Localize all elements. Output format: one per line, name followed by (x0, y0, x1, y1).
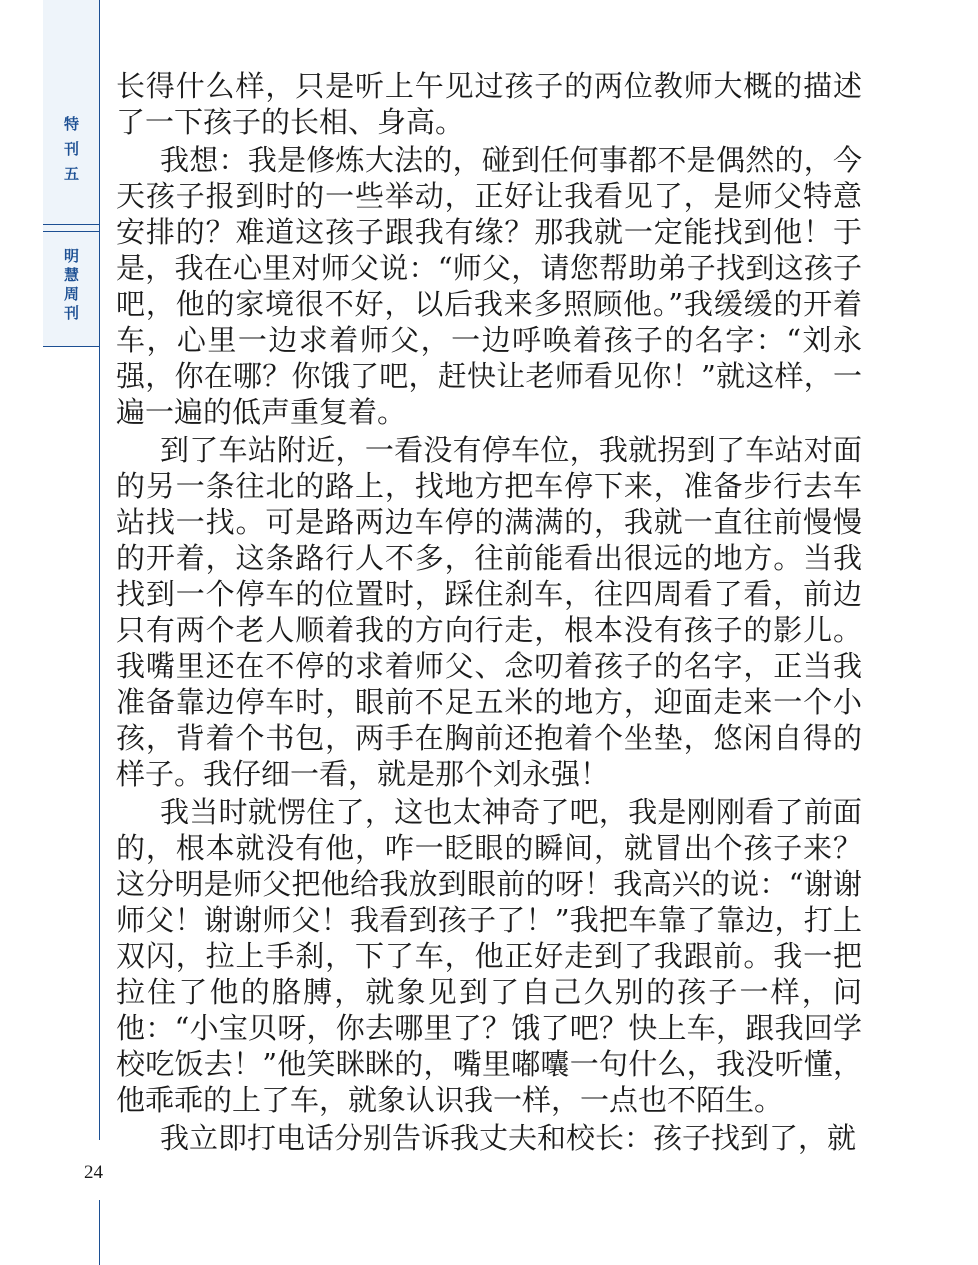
sidebar-divider (43, 224, 100, 225)
title-char: 明 (63, 247, 79, 265)
paragraph: 我立即打电话分别告诉我丈夫和校长：孩子找到了，就 (160, 1121, 857, 1155)
paragraph: 长得什么样，只是听上午见过孩子的两位教师大概的描述了一下孩子的长相、身高。 (116, 69, 862, 139)
section-char: 五 (63, 165, 79, 183)
margin-rule-lower (99, 1200, 100, 1265)
title-char: 慧 (63, 266, 79, 284)
sidebar-divider (43, 346, 100, 347)
title-char: 刊 (63, 304, 79, 322)
paragraph: 我想：我是修炼大法的，碰到任何事都不是偶然的，今天孩子报到时的一些举动，正好让我看见了，是师父特意安排的？难道这孩子跟我有缘？那我就一定能找到他！于是，我在心里对师父说：“师父，请您帮助弟子找到这孩子吧，他的家境很不好，以后我来多照顾他。”我缓缓的开着车，心里一边求着师父，一边呼唤着孩子的名字：“刘永强，你在哪？你饿了吧，赶快让老师看见你！”就这样，一遍一遍的低声重复着。 (116, 143, 862, 429)
section-char: 刊 (63, 140, 79, 158)
publication-title (43, 249, 100, 321)
paragraph: 我当时就愣住了，这也太神奇了吧，我是刚刚看了前面的，根本就没有他，咋一眨眼的瞬间，就冒出个孩子来？这分明是师父把他给我放到眼前的呀！我高兴的说：“谢谢师父！谢谢师父！我看到孩子了！”我把车靠了靠边，打上双闪，拉上手刹，下了车，他正好走到了我跟前。我一把拉住了他的胳膊，就象见到了自己久别的孩子一样，问他：“小宝贝呀，你去哪里了？饿了吧？快上车，跟我回学校吃饭去！”他笑眯眯的，嘴里嘟囔一句什么，我没听懂，他乖乖的上了车，就象认识我一样，一点也不陌生。 (116, 795, 862, 1117)
title-char: 周 (63, 285, 79, 303)
section-char: 特 (63, 115, 79, 133)
section-label (43, 117, 100, 182)
page-number: 24 (84, 1162, 103, 1183)
article-body (116, 68, 862, 1156)
sidebar-divider (43, 231, 100, 232)
paragraph: 到了车站附近，一看没有停车位，我就拐到了车站对面的另一条往北的路上，找地方把车停下来，准备步行去车站找一找。可是路两边车停的满满的，我就一直往前慢慢的开着，这条路行人不多，往前能看出很远的地方。当我找到一个停车的位置时，踩住刹车，往四周看了看，前边只有两个老人顺着我的方向行走，根本没有孩子的影儿。我嘴里还在不停的求着师父、念叨着孩子的名字，正当我准备靠边停车时，眼前不足五米的地方，迎面走来一个小孩，背着个书包，两手在胸前还抱着个坐垫，悠闲自得的样子。我仔细一看，就是那个刘永强！ (116, 433, 862, 791)
